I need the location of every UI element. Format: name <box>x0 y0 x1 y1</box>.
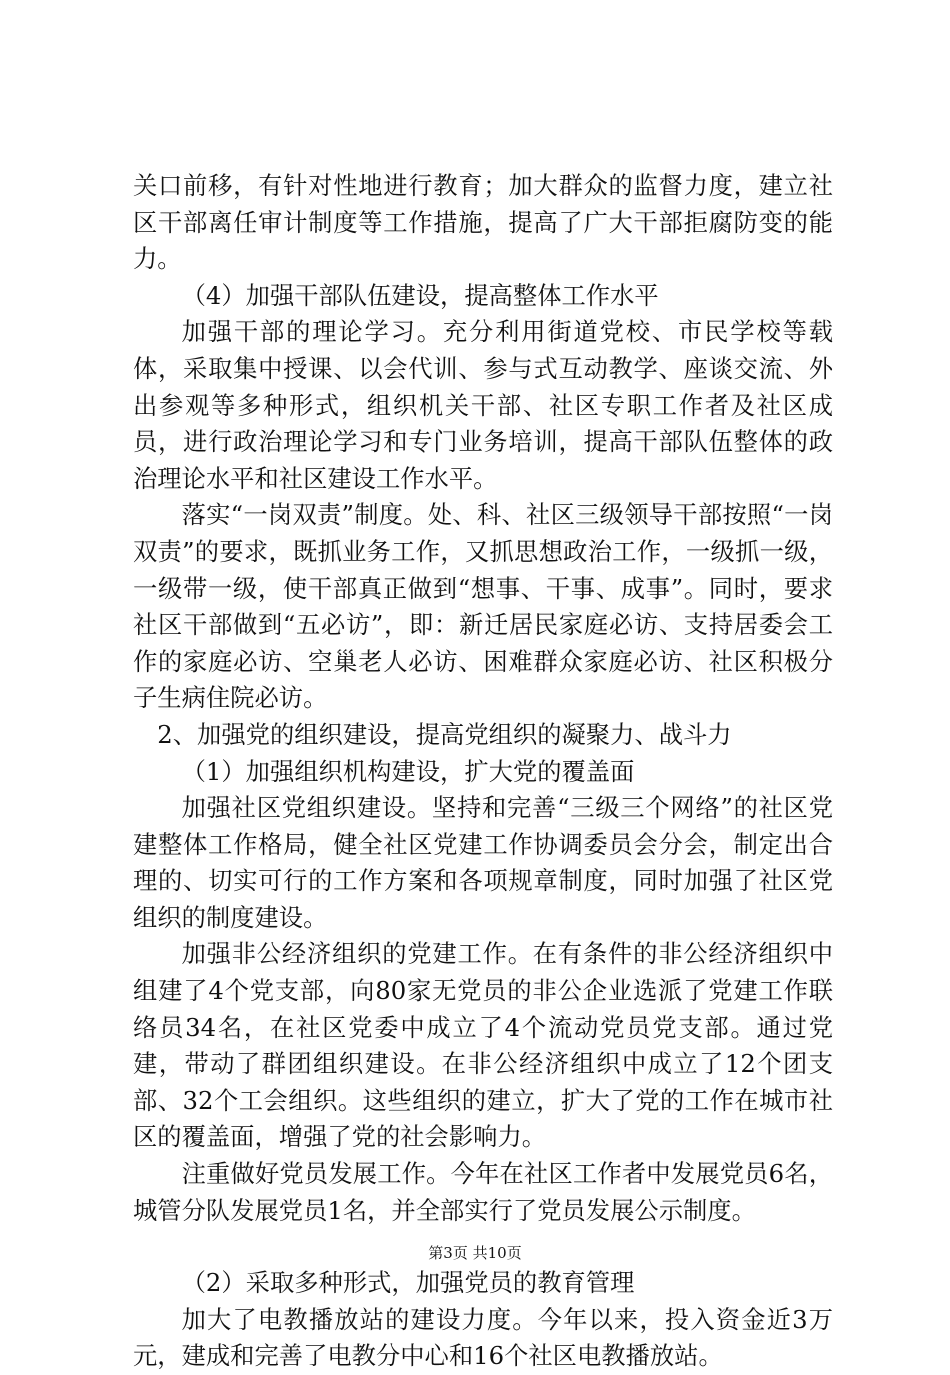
paragraph: 关口前移，有针对性地进行教育；加大群众的监督力度，建立社区干部离任审计制度等工作措施，提高了广大干部拒腐防变的能力。 <box>133 171 833 274</box>
paragraph: 加强干部的理论学习。充分利用街道党校、市民学校等载体，采取集中授课、以会代训、参与式互动教学、座谈交流、外出参观等多种形式，组织机关干部、社区专职工作者及社区成员，进行政治理论学习和专门业务培训，提高干部队伍整体的政治理论水平和社区建设工作水平。 <box>133 317 833 493</box>
paragraph: 注重做好党员发展工作。今年在社区工作者中发展党员6名，城管分队发展党员1名，并全部实行了党员发展公示制度。 <box>133 1159 833 1225</box>
paragraph: 加强非公经济组织的党建工作。在有条件的非公经济组织中组建了4个党支部，向80家无党员的非公企业选派了党建工作联络员34名，在社区党委中成立了4个流动党员党支部。通过党建，带动了群团组织建设。在非公经济组织中成立了12个团支部、32个工会组织。这些组织的建立，扩大了党的工作在城市社区的覆盖面，增强了党的社会影响力。 <box>133 939 833 1152</box>
page-footer: 第3页 共10页 <box>428 1244 522 1262</box>
section-heading: （1）加强组织机构建设，扩大党的覆盖面 <box>181 756 635 786</box>
section-heading: （2）采取多种形式，加强党员的教育管理 <box>181 1268 635 1298</box>
paragraph: 落实“一岗双责”制度。处、科、社区三级领导干部按照“一岗双责”的要求，既抓业务工作，又抓思想政治工作，一级抓一级，一级带一级，使干部真正做到“想事、干事、成事”。同时，要求社区干部做到“五必访”，即：新迁居民家庭必访、支持居委会工作的家庭必访、空巢老人必访、困难群众家庭必访、社区积极分子生病住院必访。 <box>133 500 833 713</box>
paragraph: 加大了电教播放站的建设力度。今年以来，投入资金近3万元，建成和完善了电教分中心和16个社区电教播放站。 <box>133 1304 833 1371</box>
section-heading: （4）加强干部队伍建设，提高整体工作水平 <box>181 280 659 310</box>
section-heading: 2、加强党的组织建设，提高党组织的凝聚力、战斗力 <box>157 719 732 749</box>
paragraph: 加强社区党组织建设。坚持和完善“三级三个网络”的社区党建整体工作格局，健全社区党建工作协调委员会分会，制定出合理的、切实可行的工作方案和各项规章制度，同时加强了社区党组织的制度建设。 <box>133 793 833 932</box>
body-text <box>133 168 833 1375</box>
